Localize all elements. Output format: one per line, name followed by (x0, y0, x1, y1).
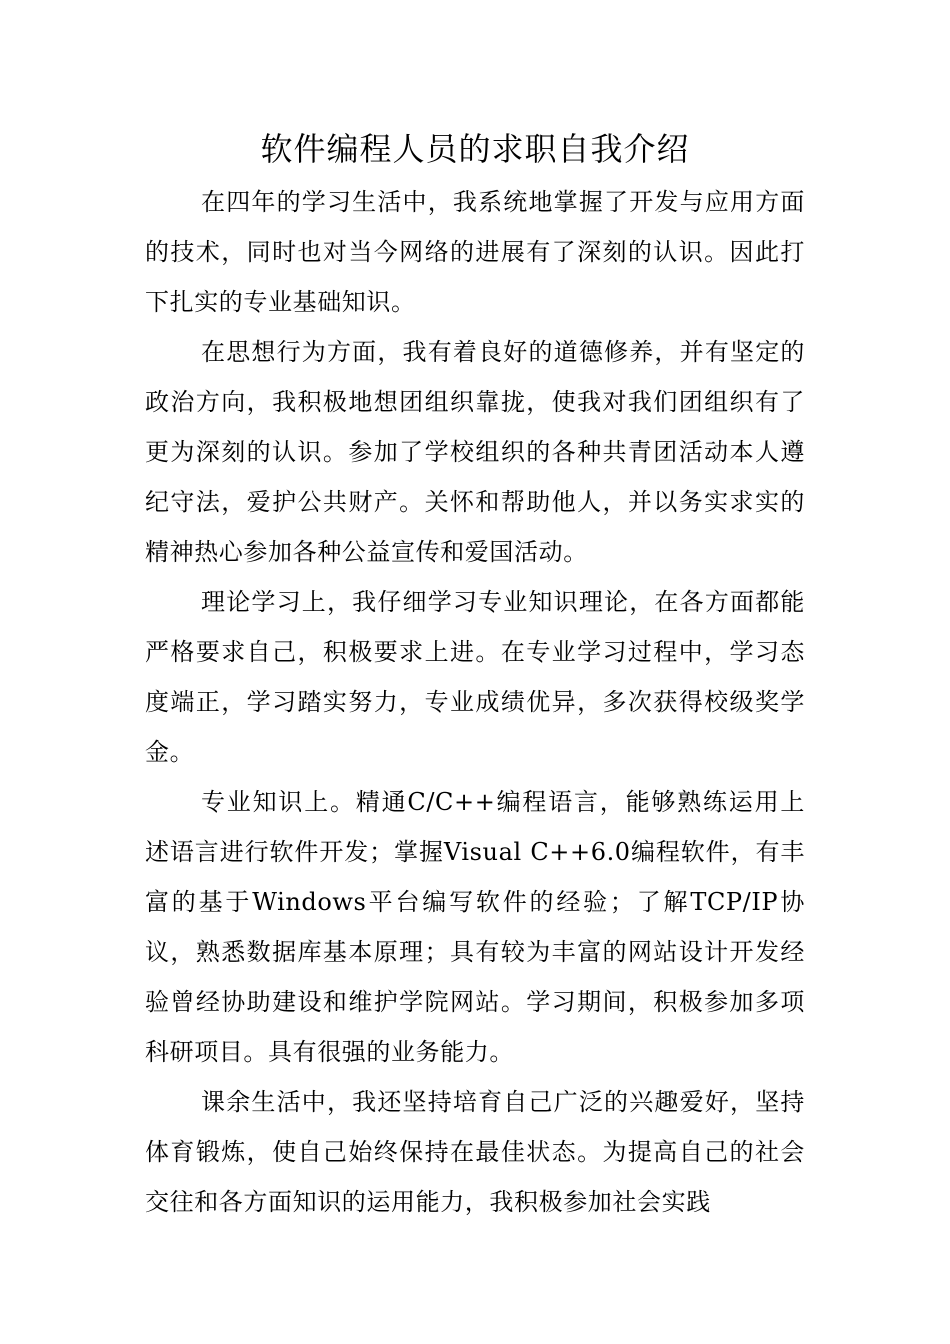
paragraph-study-life: 在四年的学习生活中，我系统地掌握了开发与应用方面的技术，同时也对当今网络的进展有了深刻的认识。因此打下扎实的专业基础知识。 (145, 188, 805, 316)
document-body (145, 177, 805, 1227)
paragraph-ideology: 在思想行为方面，我有着良好的道德修养，并有坚定的政治方向，我积极地想团组织靠拢，使我对我们团组织有了更为深刻的认识。参加了学校组织的各种共青团活动本人遵纪守法，爱护公共财产。关怀和帮助他人，并以务实求实的精神热心参加各种公益宣传和爱国活动。 (145, 338, 805, 566)
paragraph-professional-skills: 专业知识上。精通C/C++编程语言，能够熟练运用上述语言进行软件开发；掌握Visual C++6.0编程软件，有丰富的基于Windows平台编写软件的经验；了解TCP/IP协议，熟悉数据库基本原理；具有较为丰富的网站设计开发经验曾经协助建设和维护学院网站。学习期间，积极参加多项科研项目。具有很强的业务能力。 (145, 788, 805, 1066)
document-title: 软件编程人员的求职自我介绍 (260, 130, 690, 168)
paragraph-extracurricular: 课余生活中，我还坚持培育自己广泛的兴趣爱好，坚持体育锻炼，使自己始终保持在最佳状态。为提高自己的社会交往和各方面知识的运用能力，我积极参加社会实践 (145, 1088, 805, 1216)
paragraph-theory-study: 理论学习上，我仔细学习专业知识理论，在各方面都能严格要求自己，积极要求上进。在专业学习过程中，学习态度端正，学习踏实努力，专业成绩优异，多次获得校级奖学金。 (145, 588, 805, 766)
